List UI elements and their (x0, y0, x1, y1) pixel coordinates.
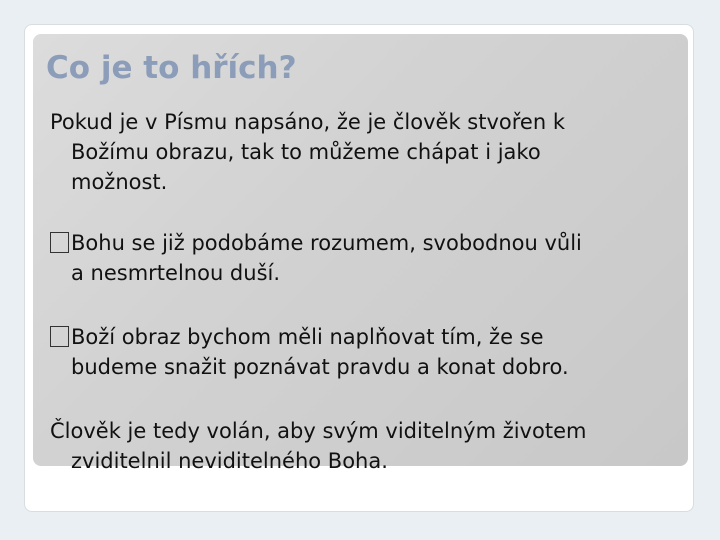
missing-glyph-box-icon (50, 232, 69, 253)
bullet-item-2 (50, 322, 680, 382)
paragraph-conclusion-line-1: Člověk je tedy volán, aby svým viditelným životem (50, 419, 587, 443)
slide-title: Co je to hřích? (46, 50, 297, 86)
bullet-item-2-line-1: Boží obraz bychom měli naplňovat tím, že se (71, 325, 544, 349)
bullet-item-1 (50, 228, 680, 288)
paragraph-intro (50, 107, 680, 197)
bullet-item-2-line-2: budeme snažit poznávat pravdu a konat dobro. (71, 355, 569, 379)
paragraph-conclusion-line-2: zviditelnil neviditelného Boha. (71, 449, 388, 473)
paragraph-intro-line-1: Pokud je v Písmu napsáno, že je člověk stvořen k (50, 110, 565, 134)
bullet-item-1-line-2: a nesmrtelnou duší. (71, 261, 281, 285)
paragraph-intro-line-2: Božímu obrazu, tak to můžeme chápat i jako (71, 140, 541, 164)
paragraph-intro-line-3: možnost. (71, 170, 168, 194)
bullet-item-1-line-1: Bohu se již podobáme rozumem, svobodnou vůli (71, 231, 582, 255)
missing-glyph-box-icon (50, 326, 69, 347)
paragraph-conclusion (50, 416, 680, 476)
